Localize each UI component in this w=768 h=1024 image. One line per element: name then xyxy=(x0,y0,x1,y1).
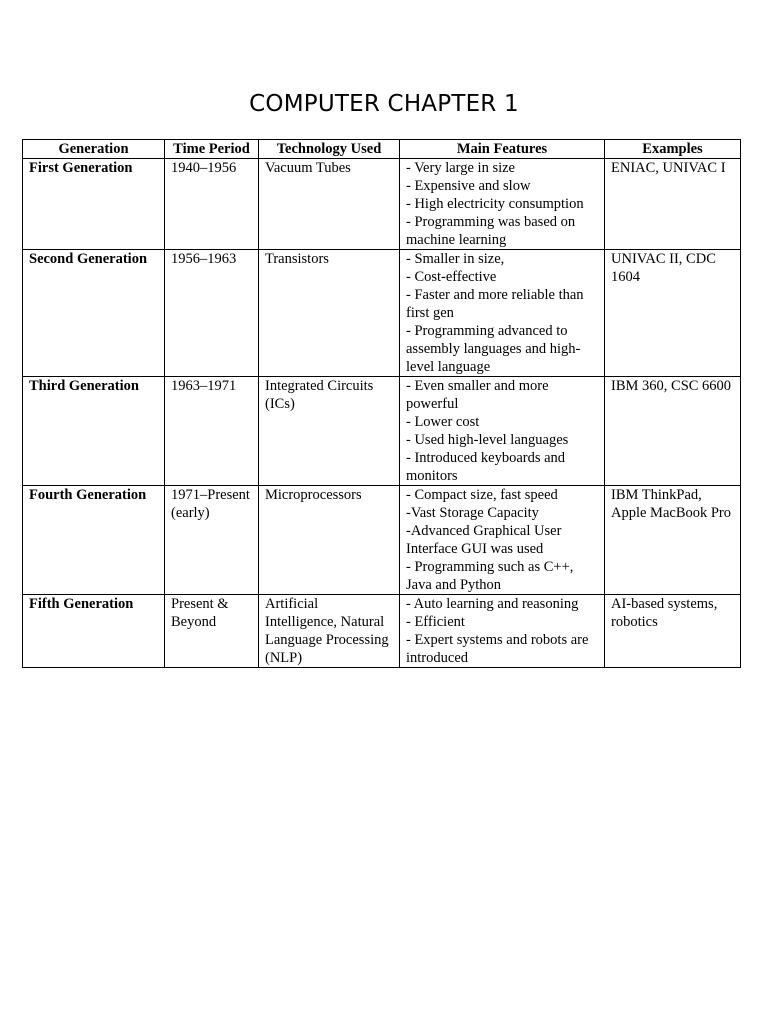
generation-cell: Fourth Generation xyxy=(23,486,165,595)
table-row xyxy=(23,159,741,250)
technology-cell: Transistors xyxy=(259,250,400,377)
features-cell xyxy=(400,595,605,668)
feature-item: - Compact size, fast speed xyxy=(406,487,558,503)
features-cell xyxy=(400,377,605,486)
time-period-cell: Present & Beyond xyxy=(165,595,259,668)
feature-item: - Programming advanced to assembly languages and high-level language xyxy=(406,323,581,375)
feature-item: -Vast Storage Capacity xyxy=(406,505,539,521)
features-cell xyxy=(400,159,605,250)
document-title: COMPUTER CHAPTER 1 xyxy=(249,91,519,117)
table-header-row xyxy=(23,140,741,159)
table-row xyxy=(23,250,741,377)
feature-item: - Efficient xyxy=(406,614,465,630)
generation-cell: Third Generation xyxy=(23,377,165,486)
features-cell xyxy=(400,250,605,377)
feature-item: - Cost-effective xyxy=(406,269,497,285)
technology-cell: Vacuum Tubes xyxy=(259,159,400,250)
table-row xyxy=(23,486,741,595)
generations-table xyxy=(22,139,741,668)
examples-cell: AI-based systems, robotics xyxy=(605,595,741,668)
feature-item: - Programming was based on machine learning xyxy=(406,214,576,248)
header-time-period: Time Period xyxy=(165,140,259,159)
feature-item: - Expensive and slow xyxy=(406,178,531,194)
feature-item: - Even smaller and more powerful xyxy=(406,378,549,412)
feature-item: - Faster and more reliable than first gen xyxy=(406,287,584,321)
features-cell xyxy=(400,486,605,595)
table-row xyxy=(23,595,741,668)
generation-cell: Second Generation xyxy=(23,250,165,377)
feature-item: - Introduced keyboards and monitors xyxy=(406,450,566,484)
time-period-cell: 1940–1956 xyxy=(165,159,259,250)
time-period-cell: 1971–Present (early) xyxy=(165,486,259,595)
examples-cell: UNIVAC II, CDC 1604 xyxy=(605,250,741,377)
feature-item: - Programming such as C++, Java and Python xyxy=(406,559,574,593)
technology-cell: Microprocessors xyxy=(259,486,400,595)
feature-item: -Advanced Graphical User Interface GUI was used xyxy=(406,523,562,557)
examples-cell: IBM 360, CSC 6600 xyxy=(605,377,741,486)
feature-item: - Auto learning and reasoning xyxy=(406,596,579,612)
feature-item: - High electricity consumption xyxy=(406,196,584,212)
examples-cell: ENIAC, UNIVAC I xyxy=(605,159,741,250)
table-row xyxy=(23,377,741,486)
feature-item: - Smaller in size, xyxy=(406,251,505,267)
feature-item: - Very large in size xyxy=(406,160,515,176)
header-generation: Generation xyxy=(23,140,165,159)
technology-cell: Artificial Intelligence, Natural Language Processing (NLP) xyxy=(259,595,400,668)
generation-cell: Fifth Generation xyxy=(23,595,165,668)
header-examples: Examples xyxy=(605,140,741,159)
time-period-cell: 1956–1963 xyxy=(165,250,259,377)
time-period-cell: 1963–1971 xyxy=(165,377,259,486)
generation-cell: First Generation xyxy=(23,159,165,250)
header-technology-used: Technology Used xyxy=(259,140,400,159)
header-main-features: Main Features xyxy=(400,140,605,159)
feature-item: - Lower cost xyxy=(406,414,480,430)
examples-cell: IBM ThinkPad, Apple MacBook Pro xyxy=(605,486,741,595)
feature-item: - Expert systems and robots are introduced xyxy=(406,632,589,666)
feature-item: - Used high-level languages xyxy=(406,432,569,448)
technology-cell: Integrated Circuits (ICs) xyxy=(259,377,400,486)
